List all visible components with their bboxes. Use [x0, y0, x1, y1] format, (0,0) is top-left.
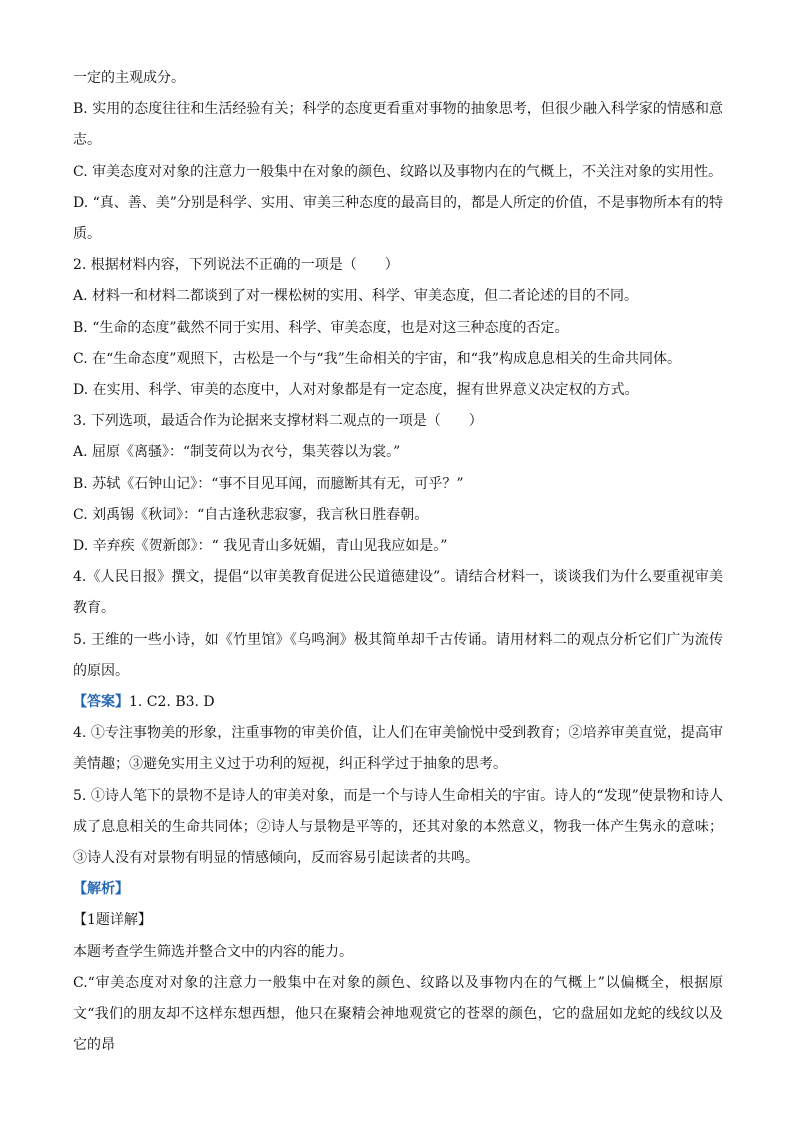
answer-5: 5. ①诗人笔下的景物不是诗人的审美对象，而是一个与诗人生命相关的宇宙。诗人的“发现”使景物和诗人成了息息相关的生命共同体；②诗人与景物是平等的，还其对象的本然意义，物我一体产生隽永的意味；③诗人没有对景物有明显的情感倾向，反而容易引起读者的共鸣。 — [73, 787, 723, 867]
detail-label: 【1题详解】 — [73, 912, 152, 929]
document-page — [73, 63, 723, 1062]
option-b: B. 实用的态度往往和生活经验有关；科学的态度更看重对事物的抽象思考，但很少融入科学家的情感和意志。 — [73, 101, 723, 149]
q3-option-a: A. 屈原《离骚》：“制芰荷以为衣兮，集芙蓉以为裳。” — [73, 444, 401, 461]
q2-option-a: A. 材料一和材料二都谈到了对一棵松树的实用、科学、审美态度，但二者论述的目的不同。 — [73, 288, 639, 305]
q2-option-d: D. 在实用、科学、审美的态度中，人对对象都是有一定态度，握有世界意义决定权的方式。 — [73, 382, 639, 399]
option-d: D. “真、善、美”分别是科学、实用、审美三种态度的最高目的，都是人所定的价值，不是事物所本有的特质。 — [73, 194, 723, 243]
answer-4: 4. ①专注事物美的形象，注重事物的审美价值，让人们在审美愉悦中受到教育；②培养审美直觉，提高审美情趣；③避免实用主义过于功利的短视，纠正科学过于抽象的思考。 — [73, 725, 723, 773]
q3-option-d: D. 辛弃疾《贺新郎》：“ 我见青山多妩媚，青山见我应如是。” — [73, 538, 448, 555]
q3-option-b: B. 苏轼《石钟山记》：“事不目见耳闻，而臆断其有无，可乎？” — [73, 475, 464, 492]
question-2: 2. 根据材料内容，下列说法不正确的一项是（ ） — [73, 257, 399, 274]
question-4: 4.《人民日报》撰文，提倡“以审美教育促进公民道德建设”。请结合材料一，谈谈我们为什么要重视审美教育。 — [73, 569, 723, 617]
detail-c: C.“审美态度对对象的注意力一般集中在对象的颜色、纹路以及事物内在的气概上”以偏概全，根据原文“我们的朋友却不这样东想西想，他只在聚精会神地观赏它的苍翠的颜色，它的盘屈如龙蛇的线纹以及它的昂 — [73, 974, 723, 1054]
detail-intro: 本题考查学生筛选并整合文中的内容的能力。 — [73, 943, 353, 960]
analysis-label: 【解析】 — [73, 881, 129, 898]
q2-option-b: B. “生命的态度”截然不同于实用、科学、审美态度，也是对这三种态度的否定。 — [73, 319, 569, 336]
answer-line — [73, 687, 723, 718]
option-c: C. 审美态度对对象的注意力一般集中在对象的颜色、纹路以及事物内在的气概上，不关注对象的实用性。 — [73, 163, 723, 180]
question-5: 5. 王维的一些小诗，如《竹里馆》《乌鸣涧》极其简单却千古传诵。请用材料二的观点分析它们广为流传的原因。 — [73, 631, 723, 679]
text-line: 一定的主观成分。 — [73, 70, 185, 86]
answer-label: 【答案】 — [73, 694, 129, 711]
question-3: 3. 下列选项，最适合作为论据来支撑材料二观点的一项是（ ） — [73, 413, 483, 430]
q2-option-c: C. 在“生命态度”观照下，古松是一个与“我”生命相关的宇宙，和“我”构成息息相关的生命共同体。 — [73, 350, 682, 367]
q3-option-c: C. 刘禹锡《秋词》：“自古逢秋悲寂寥，我言秋日胜春朝。 — [73, 506, 429, 523]
answer-text: 1. C2. B3. D — [129, 694, 215, 711]
